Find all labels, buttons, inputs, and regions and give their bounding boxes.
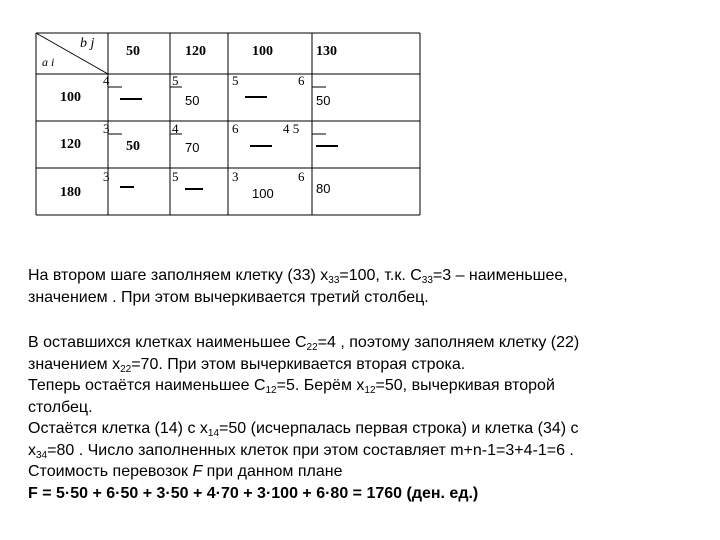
cost-3-1: 3: [103, 169, 110, 184]
cell-value-1-2: 50: [185, 93, 200, 108]
strike-dash-2-3: [250, 145, 272, 147]
cell-value-2-1: 50: [126, 139, 140, 154]
cost-1-1: 4: [103, 73, 110, 88]
cost-2-2: 4: [172, 121, 179, 136]
para2-line-7: Стоимость перевозок F при данном плане: [28, 463, 343, 480]
col-header-1: 50: [126, 44, 140, 59]
row-header-1: 100: [60, 90, 81, 105]
strike-dash-2-4: [316, 145, 338, 147]
para2-line-1: В оставшихся клетках наименьшее $C_{22}=4$ , поэтому заполняем клетку (22): [28, 334, 580, 353]
strike-dash-3-2: [185, 188, 203, 190]
para2-line-4: столбец.: [28, 398, 93, 416]
para2-line-6: $x_{34}=80$ . Число заполненных клеток при этом составляет m+n-1=3+4-1=6 .: [28, 441, 574, 461]
cost-3-4: 6: [298, 169, 305, 184]
cost-1-2: 5: [172, 73, 179, 88]
col-header-4: 130: [316, 44, 337, 59]
cost-3-2: 5: [172, 169, 179, 184]
paragraph-step-two-line-2: значением . При этом вычеркивается третий столбец.: [28, 288, 429, 306]
para2-line-2: значением $x_{22}=70$. При этом вычеркивается вторая строка.: [28, 355, 466, 375]
cell-value-3-3: 100: [252, 186, 274, 201]
strike-dash-3-1: [120, 186, 134, 188]
corner-bj-label: b j: [80, 36, 95, 51]
cost-1-3: 5: [232, 73, 239, 88]
paragraph-step-two-line-1: На втором шаге заполняем клетку (33) $x_{33}=100$, т.к. $C_{33}=3$ – наименьшее,: [28, 267, 568, 286]
col-header-3: 100: [252, 44, 273, 59]
strike-dash-1-1: [120, 98, 142, 100]
row-header-3: 180: [60, 185, 81, 200]
para2-line-5: Остаётся клетка (14) с $x_{14}=50$ (исчерпалась первая строка) и клетка (34) с: [28, 420, 579, 439]
cost-2-4: 4 5: [283, 121, 300, 136]
paragraph-remaining-cells: [28, 332, 579, 504]
paragraph-step-two: [28, 265, 568, 308]
col-header-2: 120: [185, 44, 206, 59]
cell-value-2-2: 70: [185, 140, 200, 155]
total-cost-formula: F = 5·50 + 6·50 + 3·50 + 4·70 + 3·100 + 6·80 = 1760 (ден. ед.): [28, 484, 479, 502]
para2-line-3: Теперь остаётся наименьшее $C_{12}=5$. Берём $x_{12}=50$, вычеркивая второй: [28, 377, 555, 396]
cost-3-3: 3: [232, 169, 239, 184]
row-header-2: 120: [60, 137, 81, 152]
corner-ai-label: a i: [42, 55, 55, 69]
cell-value-3-4: 80: [316, 181, 331, 196]
cost-2-1: 3: [103, 121, 110, 136]
cost-2-3: 6: [232, 121, 239, 136]
cost-1-4: 6: [298, 73, 305, 88]
strike-dash-1-3: [245, 96, 267, 98]
cell-value-1-4: 50: [316, 93, 331, 108]
